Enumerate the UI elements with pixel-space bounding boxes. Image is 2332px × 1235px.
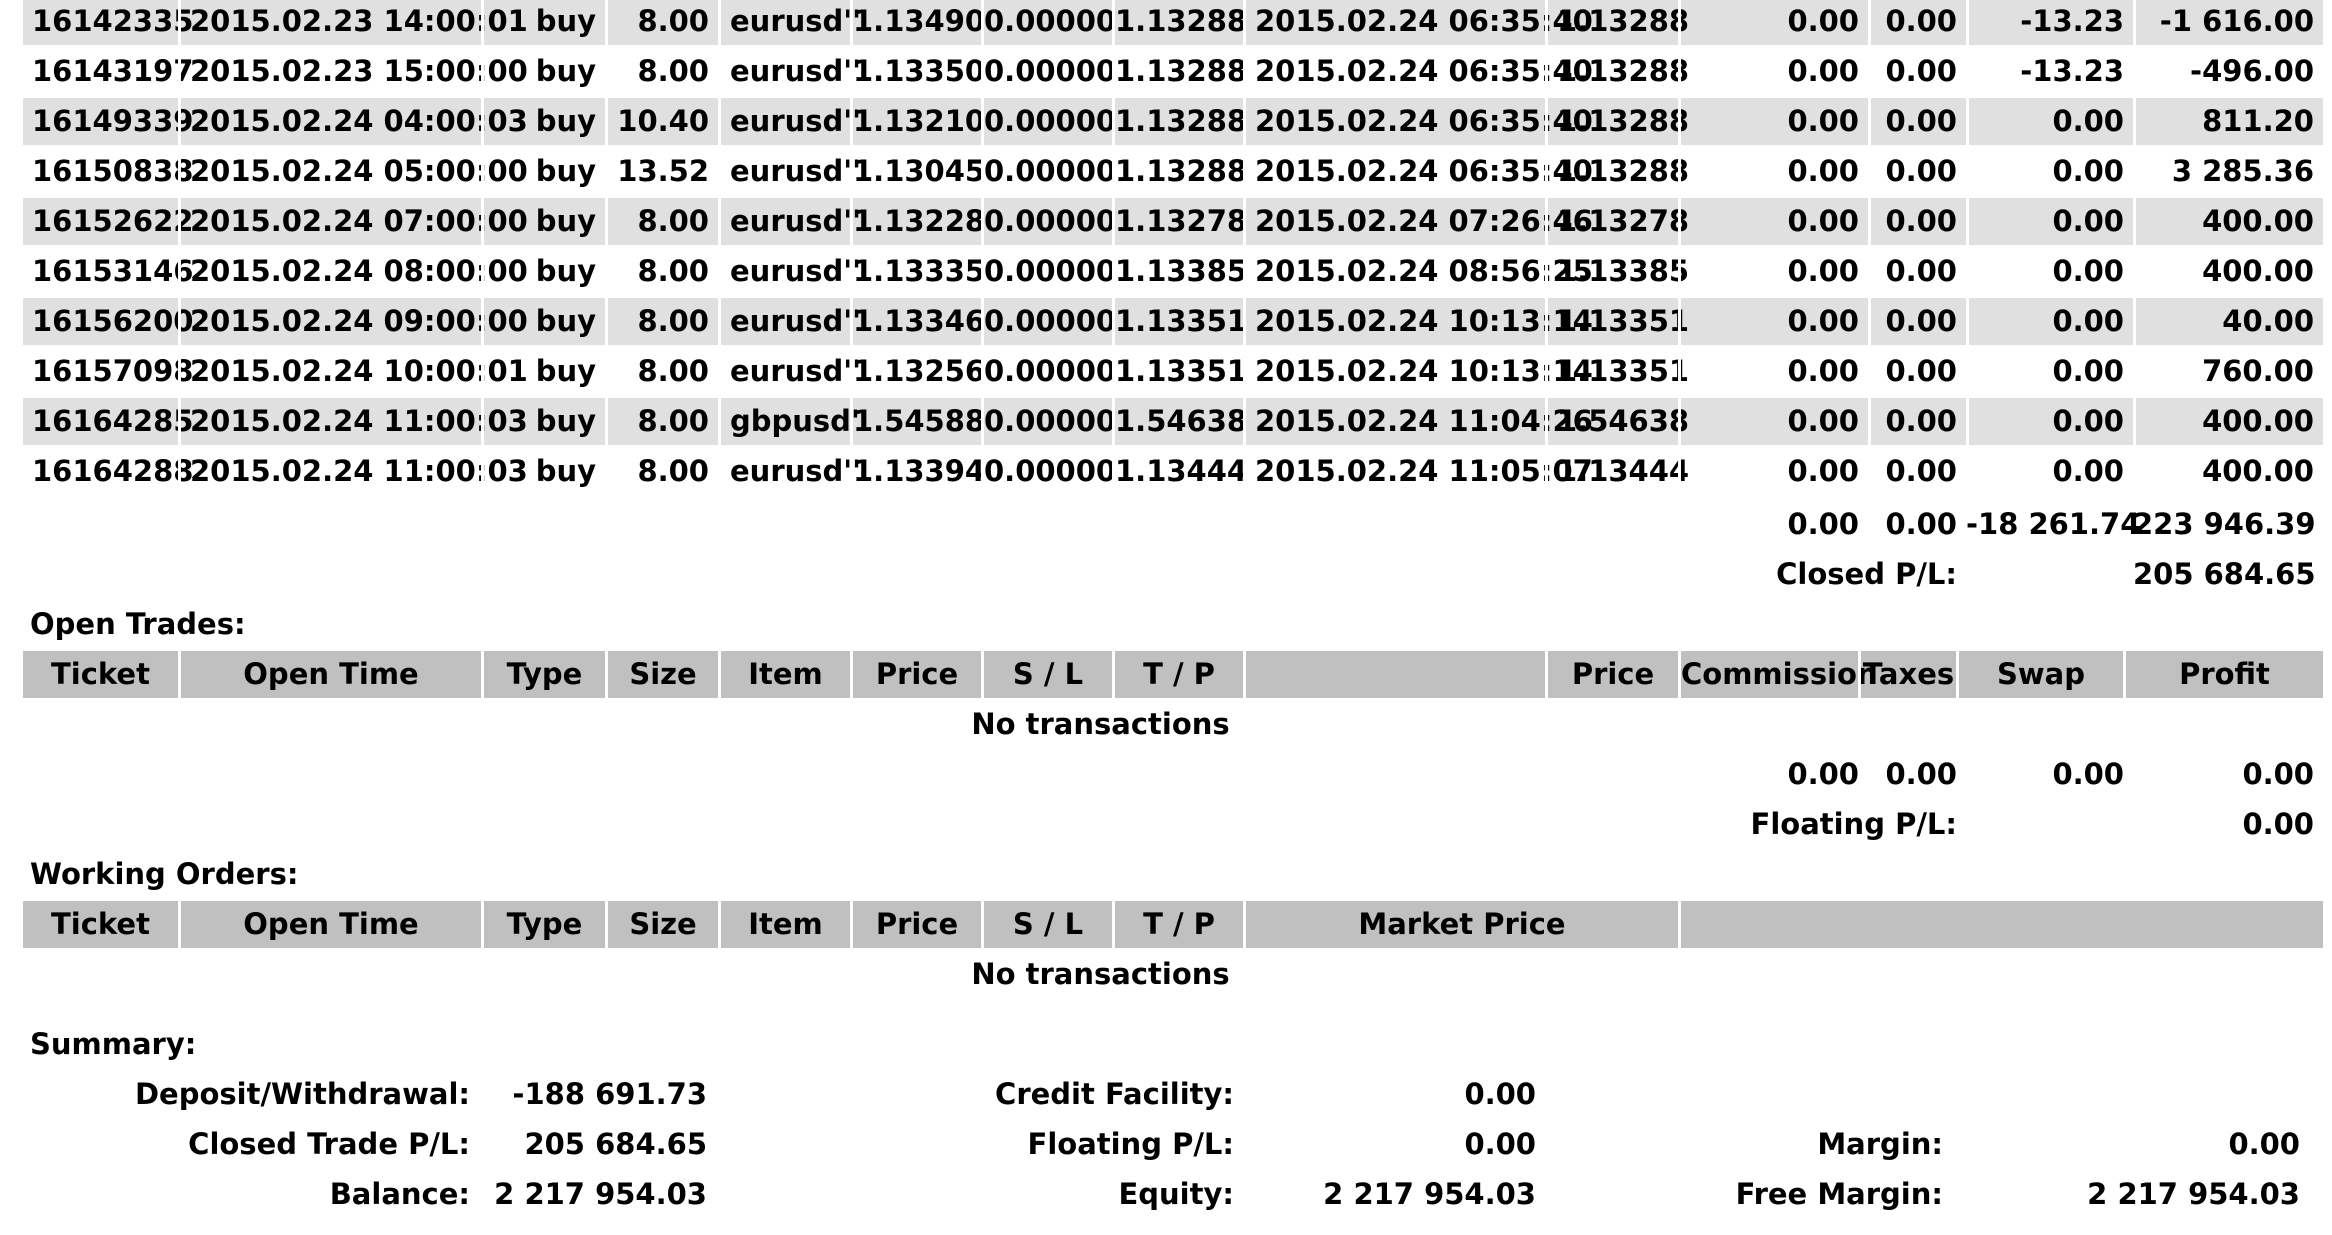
cell-profit: -1 616.00 [2133,0,2323,45]
cell-close-price: 1.13288 [1545,148,1678,195]
cell-ticket: 16164285 [32,404,194,438]
wo-header-tp: T / P [1112,901,1243,948]
cell-item: eurusd'' [718,248,850,295]
cell-size: 10.40 [605,98,718,145]
header-profit: Profit [2123,651,2323,698]
cell-item: eurusd'' [718,98,850,145]
cell-ticket: 16153146 [32,254,194,288]
cell-price: 1.54588 [850,398,981,445]
open-trades-totals-row [23,751,2323,798]
cell-size: 8.00 [605,398,718,445]
cell-close-price: 1.54638 [1545,398,1678,445]
cell-profit: 811.20 [2133,98,2323,145]
cell-close-price: 1.13444 [1545,448,1678,495]
cell-commission: 0.00 [1678,448,1868,495]
cell-close-time: 2015.02.24 06:35:40 [1243,0,1545,45]
summary-title: Summary: [30,1027,197,1061]
header-blank [1243,651,1545,698]
cell-price: 1.13256 [850,348,981,395]
closed-totals-row [23,501,2323,548]
cell-item: eurusd'' [718,0,850,45]
cell-open-time: 2015.02.23 15:00:00 [178,48,481,95]
open-total-commission: 0.00 [1787,757,1859,791]
cell-close-time: 2015.02.24 06:35:40 [1243,98,1545,145]
table-row [23,148,2323,195]
summary-free-margin-value: 2 217 954.03 [2087,1177,2300,1211]
table-row [23,48,2323,95]
working-orders-empty-row [23,951,2323,998]
header-item: Item [718,651,850,698]
open-total-profit: 0.00 [2242,757,2314,791]
cell-close-price: 1.13351 [1545,348,1678,395]
open-trades-header [23,651,2323,698]
summary-floating-label: Floating P/L: [1027,1127,1234,1161]
wo-header-size: Size [605,901,718,948]
cell-swap: 0.00 [1966,348,2133,395]
cell-profit: 400.00 [2133,448,2323,495]
cell-swap: 0.00 [1966,398,2133,445]
table-row [23,198,2323,245]
cell-item: gbpusd'' [718,398,850,445]
wo-header-item: Item [718,901,850,948]
cell-type: buy [481,48,605,95]
cell-taxes: 0.00 [1868,448,1966,495]
cell-commission: 0.00 [1678,198,1868,245]
cell-commission: 0.00 [1678,48,1868,95]
cell-open-time: 2015.02.24 11:00:03 [178,448,481,495]
wo-header-open-time: Open Time [178,901,481,948]
cell-item: eurusd'' [718,448,850,495]
header-sl: S / L [981,651,1112,698]
cell-type: buy [481,248,605,295]
header-size: Size [605,651,718,698]
cell-ticket: 16150838 [32,154,194,188]
closed-pl-row [23,551,2323,598]
header-taxes: Taxes [1858,651,1956,698]
cell-price: 1.13228 [850,198,981,245]
cell-item: eurusd'' [718,148,850,195]
cell-profit: 400.00 [2133,248,2323,295]
cell-item: eurusd'' [718,198,850,245]
cell-sl: 0.00000 [981,98,1112,145]
cell-swap: 0.00 [1966,98,2133,145]
cell-close-time: 2015.02.24 07:26:46 [1243,198,1545,245]
header-open-time: Open Time [178,651,481,698]
cell-profit: 40.00 [2133,298,2323,345]
cell-close-price: 1.13385 [1545,248,1678,295]
summary-balance-label: Balance: [329,1177,470,1211]
cell-profit: 400.00 [2133,198,2323,245]
cell-sl: 0.00000 [981,0,1112,45]
cell-type: buy [481,398,605,445]
cell-sl: 0.00000 [981,398,1112,445]
cell-price: 1.13045 [850,148,981,195]
cell-open-time: 2015.02.24 07:00:00 [178,198,481,245]
header-tp: T / P [1112,651,1243,698]
cell-open-time: 2015.02.24 08:00:00 [178,248,481,295]
cell-ticket: 16164288 [32,454,194,488]
header-ticket: Ticket [51,657,150,691]
summary-floating-value: 0.00 [1464,1127,1536,1161]
open-total-taxes: 0.00 [1885,757,1957,791]
cell-close-price: 1.13278 [1545,198,1678,245]
wo-header-price: Price [850,901,981,948]
header-commission: Commission [1678,651,1858,698]
cell-tp: 1.13351 [1112,298,1243,345]
cell-size: 13.52 [605,148,718,195]
cell-ticket: 16143197 [32,54,194,88]
cell-swap: 0.00 [1966,198,2133,245]
cell-size: 8.00 [605,248,718,295]
cell-swap: 0.00 [1966,248,2133,295]
cell-profit: 3 285.36 [2133,148,2323,195]
table-row [23,0,2323,45]
open-trades-title: Open Trades: [30,607,246,641]
closed-total-taxes: 0.00 [1885,507,1957,541]
cell-tp: 1.13385 [1112,248,1243,295]
working-orders-title: Working Orders: [30,857,299,891]
cell-tp: 1.13278 [1112,198,1243,245]
closed-pl-label: Closed P/L: [1776,557,1957,591]
cell-taxes: 0.00 [1868,298,1966,345]
cell-size: 8.00 [605,448,718,495]
cell-taxes: 0.00 [1868,398,1966,445]
cell-sl: 0.00000 [981,48,1112,95]
closed-total-profit: 223 946.39 [2133,507,2316,541]
closed-pl-value: 205 684.65 [2133,557,2316,591]
cell-ticket: 16149339 [32,104,194,138]
cell-ticket: 16142335 [32,4,194,38]
cell-item: eurusd'' [718,48,850,95]
cell-sl: 0.00000 [981,448,1112,495]
open-trades-empty-row [23,701,2323,748]
cell-size: 8.00 [605,298,718,345]
cell-open-time: 2015.02.24 10:00:01 [178,348,481,395]
cell-open-time: 2015.02.24 05:00:00 [178,148,481,195]
cell-profit: -496.00 [2133,48,2323,95]
summary-balance-value: 2 217 954.03 [494,1177,707,1211]
wo-header-type: Type [481,901,605,948]
cell-sl: 0.00000 [981,198,1112,245]
wo-header-ticket: Ticket [51,907,150,941]
cell-taxes: 0.00 [1868,0,1966,45]
table-row [23,448,2323,495]
header-type: Type [481,651,605,698]
cell-type: buy [481,98,605,145]
cell-commission: 0.00 [1678,398,1868,445]
cell-price: 1.13350 [850,48,981,95]
cell-type: buy [481,148,605,195]
cell-close-time: 2015.02.24 11:05:07 [1243,448,1545,495]
summary-deposit-value: -188 691.73 [512,1077,707,1111]
cell-taxes: 0.00 [1868,198,1966,245]
cell-close-price: 1.13351 [1545,298,1678,345]
cell-tp: 1.13288 [1112,48,1243,95]
summary-margin-label: Margin: [1817,1127,1943,1161]
cell-commission: 0.00 [1678,98,1868,145]
cell-size: 8.00 [605,48,718,95]
cell-swap: 0.00 [1966,298,2133,345]
open-total-swap: 0.00 [2052,757,2124,791]
cell-swap: -13.23 [1966,48,2133,95]
cell-ticket: 16152622 [32,204,194,238]
wo-header-sl: S / L [981,901,1112,948]
cell-profit: 400.00 [2133,398,2323,445]
table-row [23,98,2323,145]
table-row [23,248,2323,295]
cell-close-time: 2015.02.24 11:04:26 [1243,398,1545,445]
cell-type: buy [481,198,605,245]
cell-taxes: 0.00 [1868,98,1966,145]
cell-close-time: 2015.02.24 10:13:14 [1243,348,1545,395]
cell-ticket: 16157098 [32,354,194,388]
cell-commission: 0.00 [1678,348,1868,395]
closed-total-swap: -18 261.74 [1966,507,2141,541]
cell-type: buy [481,298,605,345]
cell-sl: 0.00000 [981,248,1112,295]
cell-price: 1.13490 [850,0,981,45]
cell-taxes: 0.00 [1868,48,1966,95]
cell-price: 1.13210 [850,98,981,145]
summary-credit-label: Credit Facility: [995,1077,1234,1111]
summary-margin-value: 0.00 [2228,1127,2300,1161]
cell-commission: 0.00 [1678,0,1868,45]
cell-type: buy [481,348,605,395]
cell-sl: 0.00000 [981,348,1112,395]
cell-taxes: 0.00 [1868,148,1966,195]
cell-tp: 1.13288 [1112,148,1243,195]
cell-swap: -13.23 [1966,0,2133,45]
cell-close-price: 1.13288 [1545,98,1678,145]
working-orders-no-transactions: No transactions [971,957,1230,991]
summary-free-margin-label: Free Margin: [1735,1177,1943,1211]
wo-header-market-price: Market Price [1243,901,1678,948]
table-row [23,398,2323,445]
cell-ticket: 16156200 [32,304,194,338]
cell-tp: 1.13351 [1112,348,1243,395]
cell-close-time: 2015.02.24 10:13:14 [1243,298,1545,345]
cell-profit: 760.00 [2133,348,2323,395]
cell-price: 1.13394 [850,448,981,495]
cell-close-time: 2015.02.24 08:56:25 [1243,248,1545,295]
cell-close-time: 2015.02.24 06:35:40 [1243,48,1545,95]
cell-close-time: 2015.02.24 06:35:40 [1243,148,1545,195]
header-price2: Price [1545,651,1678,698]
working-orders-header [23,901,2323,948]
cell-price: 1.13346 [850,298,981,345]
cell-open-time: 2015.02.24 11:00:03 [178,398,481,445]
cell-taxes: 0.00 [1868,248,1966,295]
cell-tp: 1.13288 [1112,0,1243,45]
cell-open-time: 2015.02.24 09:00:00 [178,298,481,345]
cell-swap: 0.00 [1966,448,2133,495]
cell-commission: 0.00 [1678,148,1868,195]
header-price: Price [850,651,981,698]
cell-taxes: 0.00 [1868,348,1966,395]
cell-tp: 1.13288 [1112,98,1243,145]
cell-close-price: 1.13288 [1545,0,1678,45]
summary-deposit-label: Deposit/Withdrawal: [134,1077,470,1111]
summary-closed-pl-label: Closed Trade P/L: [188,1127,470,1161]
cell-type: buy [481,0,605,45]
open-trades-no-transactions: No transactions [971,707,1230,741]
cell-open-time: 2015.02.24 04:00:03 [178,98,481,145]
wo-header-blank [1678,901,2323,948]
cell-commission: 0.00 [1678,298,1868,345]
cell-commission: 0.00 [1678,248,1868,295]
cell-tp: 1.13444 [1112,448,1243,495]
cell-sl: 0.00000 [981,148,1112,195]
table-row [23,348,2323,395]
summary-credit-value: 0.00 [1464,1077,1536,1111]
cell-item: eurusd'' [718,298,850,345]
cell-size: 8.00 [605,0,718,45]
summary-closed-pl-value: 205 684.65 [524,1127,707,1161]
cell-type: buy [481,448,605,495]
table-row [23,298,2323,345]
cell-size: 8.00 [605,348,718,395]
summary-equity-label: Equity: [1118,1177,1234,1211]
cell-item: eurusd'' [718,348,850,395]
cell-size: 8.00 [605,198,718,245]
summary-equity-value: 2 217 954.03 [1323,1177,1536,1211]
floating-pl-label: Floating P/L: [1750,807,1957,841]
closed-total-commission: 0.00 [1787,507,1859,541]
cell-open-time: 2015.02.23 14:00:01 [178,0,481,45]
cell-close-price: 1.13288 [1545,48,1678,95]
cell-tp: 1.54638 [1112,398,1243,445]
cell-price: 1.13335 [850,248,981,295]
cell-swap: 0.00 [1966,148,2133,195]
floating-pl-row [23,801,2323,848]
floating-pl-value: 0.00 [2242,807,2314,841]
cell-sl: 0.00000 [981,298,1112,345]
header-swap: Swap [1956,651,2123,698]
